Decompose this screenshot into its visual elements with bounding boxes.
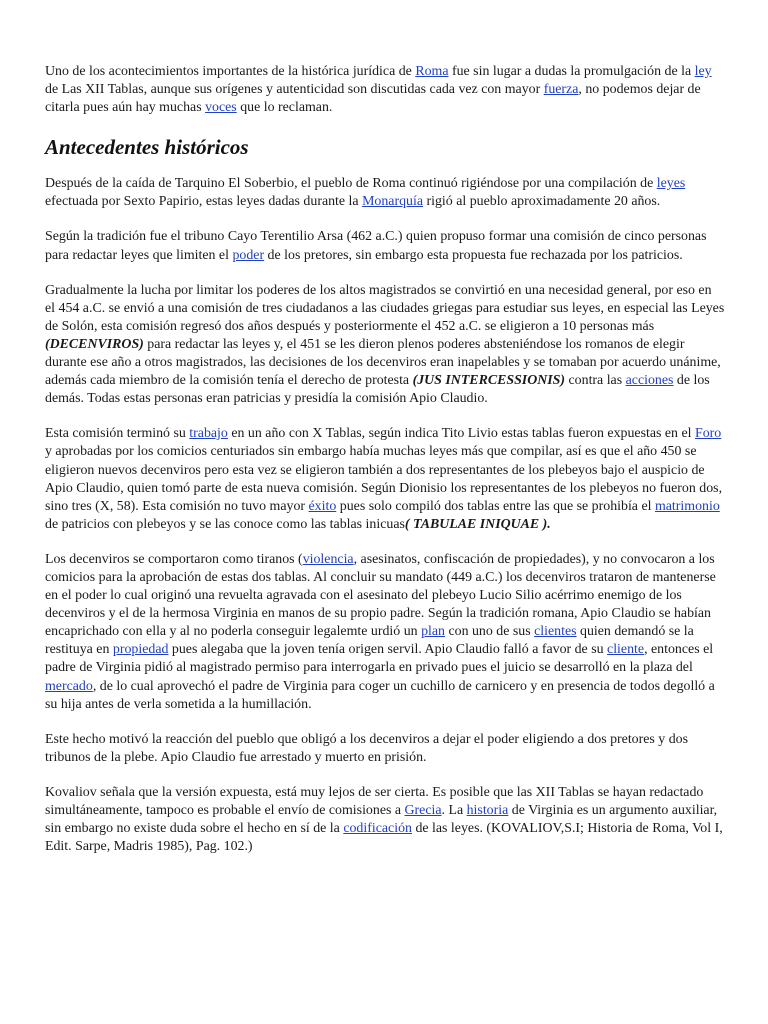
link-codificacion[interactable]: codificación: [343, 821, 412, 837]
text: , asesinatos, confiscación de propiedades), y no convocaron a los comicios para la aprobación de estas dos tablas. Al concluir su mandato (449 a.C.) los decenviros trataron de mantenerse en el poder lo cual originó una revuelta agravada con el asesinato del plebeyo Lucio Silio acérrimo enemigo de los decenviros y el de la hermosa Virginia en manos de su propio padre. Según la tradición romana, Apio Claudio se habían encaprichado con ella y al no poderla conseguir legalemte urdió un: [45, 551, 716, 640]
link-trabajo[interactable]: trabajo: [189, 426, 228, 442]
article-body: [45, 63, 725, 873]
paragraph-tiranos: [45, 551, 725, 714]
emphasis-decenviros: (DECENVIROS): [45, 336, 144, 352]
paragraph-kovaliov: [45, 784, 725, 856]
paragraph-tarquino: [45, 175, 725, 211]
text: pues alegaba que la joven tenía origen servil. Apio Claudio falló a favor de su: [168, 642, 608, 658]
text: de las leyes. (KOVALIOV,S.I; Historia de Roma, Vol I, Edit. Sarpe, Madris 1985), Pag. 102.): [45, 821, 723, 855]
link-matrimonio[interactable]: matrimonio: [654, 498, 720, 514]
section-heading: Antecedentes históricos: [45, 135, 249, 160]
link-roma[interactable]: Roma: [415, 64, 449, 79]
text: en un año con X Tablas, según indica Tito Livio estas tablas fueron expuestas en el: [227, 426, 695, 442]
text: Kovaliov señala que la versión expuesta, está muy lejos de ser cierta. Es posible que las XII Tablas se hayan redactado simultáneamente, tampoco es probable el envío de comisiones a: [45, 784, 704, 818]
text: de patricios con plebeyos y se las conoce como las tablas inicuas: [45, 516, 405, 532]
link-clientes[interactable]: clientes: [534, 624, 577, 640]
link-poder[interactable]: poder: [232, 247, 265, 263]
text: de Virginia es un argumento auxiliar, sin embargo no existe duda sobre el hecho en sí de la: [45, 803, 718, 837]
text: pues solo compiló dos tablas entre las que se prohibía el: [336, 498, 655, 514]
text: con uno de sus: [444, 624, 535, 640]
link-monarquia[interactable]: Monarquía: [362, 194, 424, 210]
link-propiedad[interactable]: propiedad: [112, 642, 169, 658]
text: fue sin lugar a dudas la promulgación de la: [448, 64, 695, 79]
link-exito[interactable]: éxito: [308, 498, 337, 514]
paragraph-intro: [45, 63, 725, 117]
link-voces[interactable]: voces: [205, 100, 237, 116]
text: para redactar las leyes y, el 451 se les dieron plenos poderes absteniéndose los romanos de elegir durante ese año a otros magistrados, las decisiones de los decenviros eran inapelables y se tomaban por acuerdo unánime, además cada miembro de la comisión tenía el derecho de protesta: [45, 336, 721, 389]
text: quien demandó se la restituya en: [45, 624, 694, 658]
paragraph-reaccion: [45, 731, 725, 767]
text: , no podemos dejar de citarla pues aún hay muchas: [45, 82, 701, 116]
link-violencia[interactable]: violencia: [302, 551, 354, 567]
text: Esta comisión terminó su: [45, 426, 190, 442]
text: de los demás. Todas estas personas eran patricias y presidía la comisión Apio Claudio.: [45, 373, 710, 407]
text: Este hecho motivó la reacción del pueblo que obligó a los decenviros a dejar el poder eligiendo a dos pretores y dos tribunos de la plebe. Apio Claudio fue arrestado y muerto en prisión.: [45, 731, 689, 765]
link-cliente[interactable]: cliente: [607, 642, 645, 658]
link-ley[interactable]: ley: [694, 64, 712, 79]
text: de los pretores, sin embargo esta propuesta fue rechazada por los patricios.: [264, 247, 683, 263]
paragraph-decenviros: [45, 282, 725, 409]
text: de Las XII Tablas, aunque sus orígenes y autenticidad son discutidas cada vez con mayor: [45, 82, 544, 98]
text: , entonces el padre de Virginia pidió al magistrado permiso para interrogarla en privado pues el juicio se desarrolló en la plaza del: [45, 642, 714, 676]
link-fuerza[interactable]: fuerza: [543, 82, 579, 98]
link-grecia[interactable]: Grecia: [404, 803, 442, 818]
emphasis-tabulae-iniquae: ( TABULAE INIQUAE ).: [404, 516, 551, 532]
link-historia[interactable]: historia: [466, 803, 509, 818]
text: Después de la caída de Tarquino El Soberbio, el pueblo de Roma continuó rigiéndose por una compilación de: [45, 176, 657, 192]
text: . La: [441, 803, 467, 818]
emphasis-jus-intercessionis: (JUS INTERCESSIONIS): [412, 373, 566, 389]
text: Gradualmente la lucha por limitar los poderes de los altos magistrados se convirtió en una necesidad general, por eso en el 454 a.C. se envió a una comisión de tres ciudadanos a las ciudades griegas para estudiar sus leyes, en especial las Leyes de Solón, esta comisión regresó dos años después y posteriormente el 452 a.C. se eligieron a 10 personas más: [45, 282, 725, 334]
text: efectuada por Sexto Papirio, estas leyes dadas durante la: [45, 194, 363, 210]
link-acciones[interactable]: acciones: [625, 373, 674, 389]
link-mercado[interactable]: mercado: [45, 678, 93, 694]
paragraph-comision: [45, 425, 725, 534]
text: contra las: [565, 373, 626, 389]
paragraph-tradicion: [45, 228, 725, 264]
link-plan[interactable]: plan: [421, 624, 445, 640]
link-foro[interactable]: Foro: [694, 426, 722, 442]
text: Uno de los acontecimientos importantes de la histórica jurídica de: [45, 64, 416, 79]
text: que lo reclaman.: [236, 100, 333, 116]
text: rigió al pueblo aproximadamente 20 años.: [423, 194, 661, 210]
text: Los decenviros se comportaron como tiranos (: [45, 551, 303, 567]
text: y aprobadas por los comicios centuriados sin embargo había muchas leyes más que compilar, así es que el año 450 se eligieron nuevos decenviros pero esta vez se eligieron también a dos representantes de los plebeyos bajo el auspicio de Apio Claudio, quien tomó parte de esta nueva comisión. Según Dionisio los representantes de los plebeyos no fueron dos, sino tres (X, 58). Esta comisión no tuvo mayor: [45, 444, 723, 514]
text: Según la tradición fue el tribuno Cayo Terentilio Arsa (462 a.C.) quien propuso formar una comisión de cinco personas para redactar leyes que limiten el: [45, 229, 707, 263]
text: , de lo cual aprovechó el padre de Virginia para coger un cuchillo de carnicero y en presencia de todos degolló a su hija antes de verla sometida a la humillación.: [45, 678, 715, 712]
link-leyes[interactable]: leyes: [656, 176, 686, 192]
